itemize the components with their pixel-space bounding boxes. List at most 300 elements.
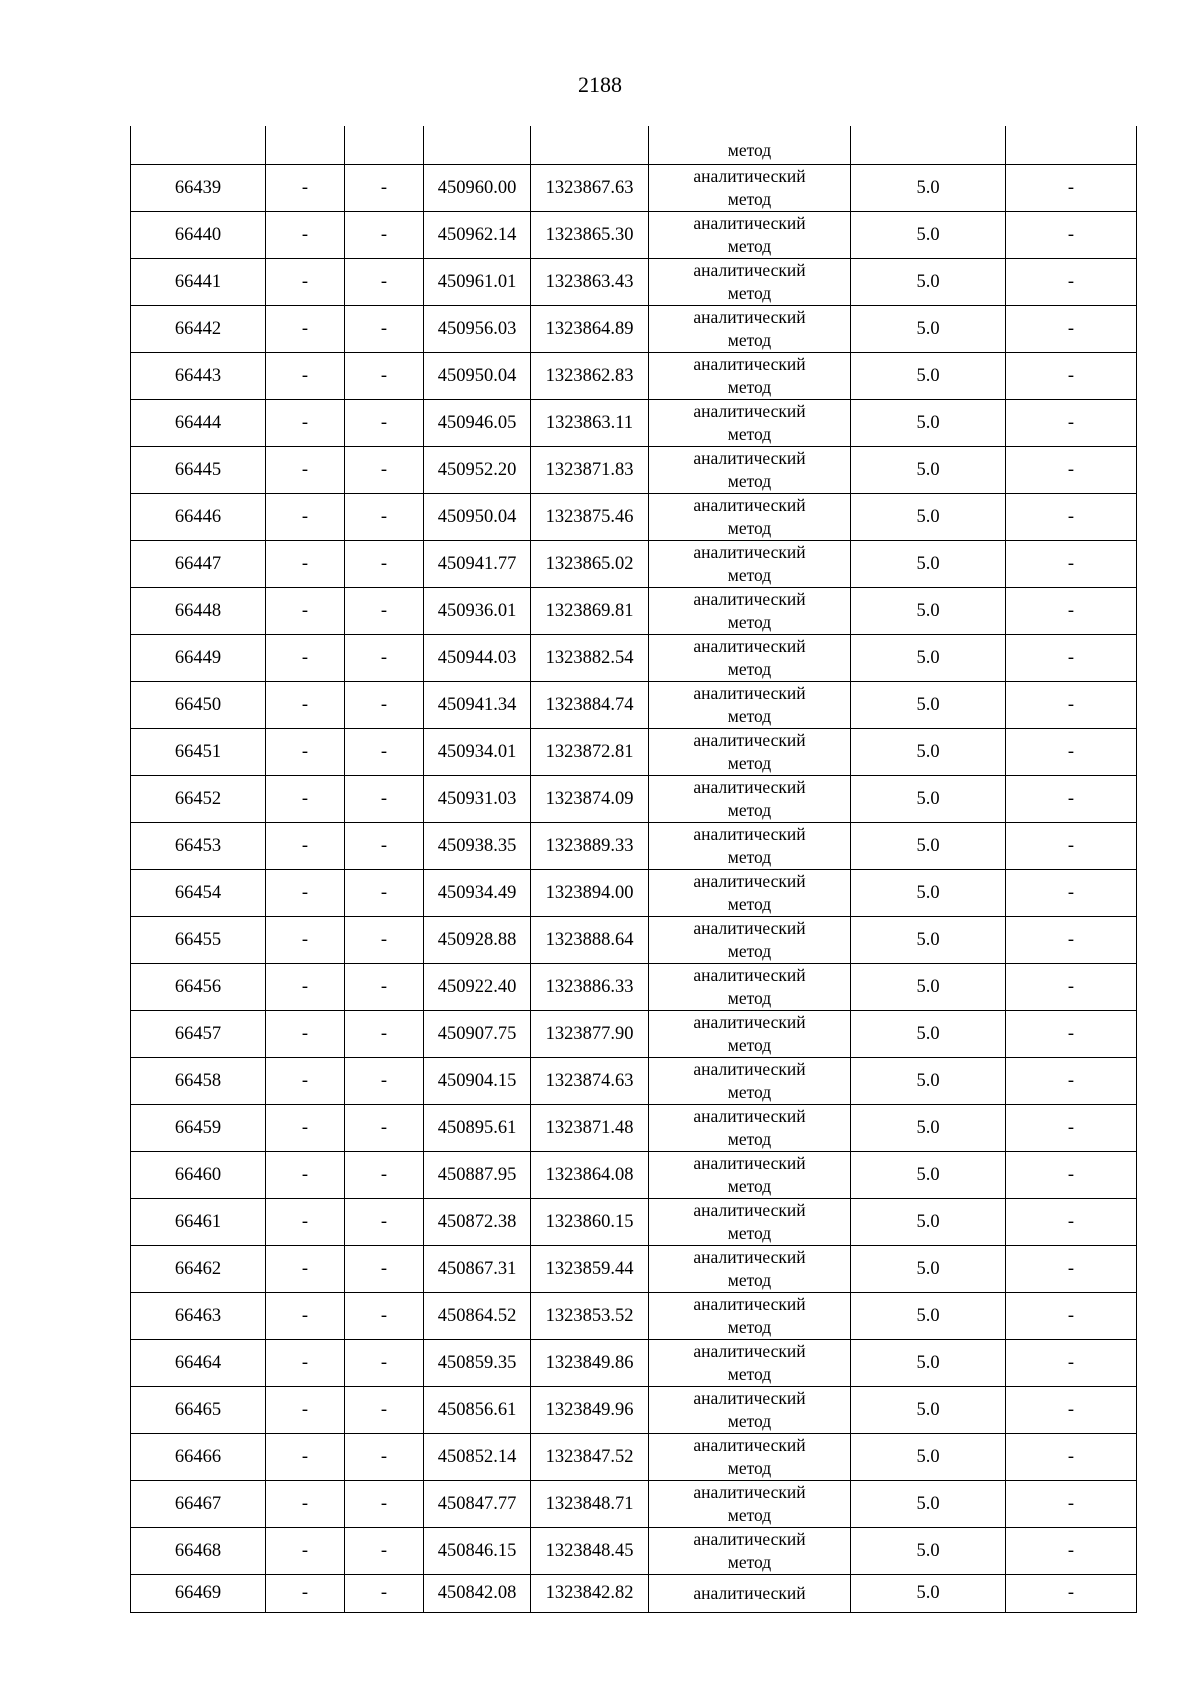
cell-last: - (1006, 1152, 1137, 1199)
cell-accuracy: 5.0 (851, 1528, 1006, 1575)
cell-y: 1323884.74 (531, 682, 649, 729)
method-line2: метод (727, 236, 772, 256)
cell-x: 450938.35 (424, 823, 531, 870)
method-line2: метод (727, 189, 772, 209)
method-line1: аналитический (693, 307, 806, 327)
cell-c2: - (266, 1481, 345, 1528)
cell-last (1006, 126, 1137, 165)
cell-method (649, 1528, 851, 1575)
cell-id: 66445 (131, 447, 266, 494)
table-row (131, 682, 1137, 729)
cell-y: 1323863.43 (531, 259, 649, 306)
table-row (131, 259, 1137, 306)
cell-last: - (1006, 776, 1137, 823)
method-line2: метод (727, 283, 772, 303)
method-line1: аналитический (693, 1529, 806, 1549)
table-row (131, 1293, 1137, 1340)
cell-y: 1323875.46 (531, 494, 649, 541)
cell-c3: - (345, 400, 424, 447)
cell-x (424, 126, 531, 165)
cell-id: 66458 (131, 1058, 266, 1105)
method-line2: метод (727, 424, 772, 444)
table-row (131, 306, 1137, 353)
method-line2: метод (727, 1552, 772, 1572)
method-line1: аналитический (693, 1059, 806, 1079)
method-line1: аналитический (693, 636, 806, 656)
cell-last: - (1006, 870, 1137, 917)
table-row (131, 541, 1137, 588)
cell-c2: - (266, 1011, 345, 1058)
method-line2: метод (727, 1505, 772, 1525)
cell-accuracy: 5.0 (851, 1105, 1006, 1152)
cell-accuracy: 5.0 (851, 1152, 1006, 1199)
cell-y: 1323888.64 (531, 917, 649, 964)
cell-c3: - (345, 165, 424, 212)
cell-c3: - (345, 635, 424, 682)
table-row (131, 1528, 1137, 1575)
cell-id: 66441 (131, 259, 266, 306)
cell-c3: - (345, 1481, 424, 1528)
coordinates-table (130, 126, 1137, 1613)
cell-c3: - (345, 964, 424, 1011)
method-line1: аналитический (693, 1106, 806, 1126)
cell-method (649, 353, 851, 400)
cell-method (649, 1058, 851, 1105)
cell-accuracy: 5.0 (851, 1293, 1006, 1340)
method-line1: аналитический (693, 1583, 806, 1603)
cell-last: - (1006, 1340, 1137, 1387)
cell-x: 450931.03 (424, 776, 531, 823)
cell-x: 450950.04 (424, 353, 531, 400)
cell-c3: - (345, 776, 424, 823)
cell-id: 66443 (131, 353, 266, 400)
method-line1: аналитический (693, 589, 806, 609)
table-row (131, 635, 1137, 682)
method-line2: метод (727, 1317, 772, 1337)
method-line1: аналитический (693, 448, 806, 468)
cell-c3 (345, 126, 424, 165)
cell-method (649, 1246, 851, 1293)
cell-method (649, 1011, 851, 1058)
cell-c3: - (345, 1575, 424, 1613)
cell-id: 66444 (131, 400, 266, 447)
cell-last: - (1006, 494, 1137, 541)
cell-c2: - (266, 823, 345, 870)
cell-accuracy: 5.0 (851, 400, 1006, 447)
cell-c3: - (345, 1058, 424, 1105)
cell-c3: - (345, 447, 424, 494)
cell-x: 450864.52 (424, 1293, 531, 1340)
cell-x: 450950.04 (424, 494, 531, 541)
cell-id: 66459 (131, 1105, 266, 1152)
cell-method (649, 1340, 851, 1387)
cell-c3: - (345, 588, 424, 635)
cell-accuracy: 5.0 (851, 1011, 1006, 1058)
method-line1: аналитический (693, 542, 806, 562)
cell-c3: - (345, 917, 424, 964)
cell-y: 1323864.08 (531, 1152, 649, 1199)
cell-y: 1323863.11 (531, 400, 649, 447)
cell-id: 66469 (131, 1575, 266, 1613)
cell-last: - (1006, 588, 1137, 635)
method-line2: метод (727, 1411, 772, 1431)
method-line1: аналитический (693, 1012, 806, 1032)
cell-x: 450946.05 (424, 400, 531, 447)
method-line2: метод (727, 330, 772, 350)
cell-c2: - (266, 1058, 345, 1105)
method-line1: аналитический (693, 730, 806, 750)
cell-id: 66448 (131, 588, 266, 635)
cell-y: 1323849.96 (531, 1387, 649, 1434)
cell-last: - (1006, 353, 1137, 400)
cell-accuracy: 5.0 (851, 1058, 1006, 1105)
cell-c2: - (266, 353, 345, 400)
cell-x: 450895.61 (424, 1105, 531, 1152)
cell-c3: - (345, 823, 424, 870)
cell-x: 450922.40 (424, 964, 531, 1011)
table-row (131, 823, 1137, 870)
cell-x: 450928.88 (424, 917, 531, 964)
cell-x: 450934.01 (424, 729, 531, 776)
cell-id: 66456 (131, 964, 266, 1011)
cell-id: 66466 (131, 1434, 266, 1481)
cell-last: - (1006, 1293, 1137, 1340)
cell-y: 1323889.33 (531, 823, 649, 870)
table-row (131, 588, 1137, 635)
cell-c3: - (345, 1105, 424, 1152)
cell-c2: - (266, 306, 345, 353)
cell-method (649, 1481, 851, 1528)
method-line1: аналитический (693, 918, 806, 938)
cell-id: 66467 (131, 1481, 266, 1528)
cell-y: 1323865.30 (531, 212, 649, 259)
cell-c2: - (266, 870, 345, 917)
cell-c2: - (266, 165, 345, 212)
method-line2: метод (727, 706, 772, 726)
cell-x: 450952.20 (424, 447, 531, 494)
cell-y: 1323847.52 (531, 1434, 649, 1481)
cell-c3: - (345, 494, 424, 541)
cell-c3: - (345, 212, 424, 259)
cell-c2: - (266, 212, 345, 259)
cell-c2 (266, 126, 345, 165)
cell-y (531, 126, 649, 165)
table-row (131, 776, 1137, 823)
method-line1: аналитический (693, 965, 806, 985)
cell-id: 66447 (131, 541, 266, 588)
table-row (131, 1575, 1137, 1613)
table-row (131, 494, 1137, 541)
cell-c2: - (266, 1387, 345, 1434)
cell-c2: - (266, 729, 345, 776)
cell-c2: - (266, 964, 345, 1011)
cell-last: - (1006, 165, 1137, 212)
cell-last: - (1006, 1246, 1137, 1293)
cell-method (649, 400, 851, 447)
cell-method (649, 823, 851, 870)
method-line2: метод (727, 988, 772, 1008)
cell-id: 66468 (131, 1528, 266, 1575)
cell-accuracy: 5.0 (851, 917, 1006, 964)
cell-method (649, 165, 851, 212)
cell-method (649, 126, 851, 165)
cell-last: - (1006, 1575, 1137, 1613)
method-line2: метод (727, 1458, 772, 1478)
method-line1: аналитический (693, 871, 806, 891)
method-line1: аналитический (693, 1247, 806, 1267)
cell-last: - (1006, 1011, 1137, 1058)
cell-accuracy: 5.0 (851, 870, 1006, 917)
cell-id: 66454 (131, 870, 266, 917)
cell-id: 66453 (131, 823, 266, 870)
cell-accuracy: 5.0 (851, 1434, 1006, 1481)
cell-y: 1323842.82 (531, 1575, 649, 1613)
cell-y: 1323865.02 (531, 541, 649, 588)
method-line2: метод (727, 1035, 772, 1055)
method-line2: метод (727, 1364, 772, 1384)
cell-x: 450887.95 (424, 1152, 531, 1199)
cell-c3: - (345, 306, 424, 353)
cell-id: 66446 (131, 494, 266, 541)
cell-c2: - (266, 1340, 345, 1387)
method-line1: аналитический (693, 777, 806, 797)
table-row (131, 1199, 1137, 1246)
cell-y: 1323874.63 (531, 1058, 649, 1105)
cell-last: - (1006, 1434, 1137, 1481)
cell-id: 66455 (131, 917, 266, 964)
cell-method (649, 259, 851, 306)
cell-c3: - (345, 1528, 424, 1575)
cell-last: - (1006, 917, 1137, 964)
cell-c3: - (345, 1434, 424, 1481)
cell-method (649, 541, 851, 588)
cell-x: 450846.15 (424, 1528, 531, 1575)
cell-y: 1323848.71 (531, 1481, 649, 1528)
cell-c2: - (266, 776, 345, 823)
cell-last: - (1006, 729, 1137, 776)
cell-c2: - (266, 1293, 345, 1340)
cell-method (649, 1293, 851, 1340)
cell-x: 450934.49 (424, 870, 531, 917)
table-row (131, 964, 1137, 1011)
cell-c2: - (266, 259, 345, 306)
page-number: 2188 (578, 72, 622, 97)
cell-x: 450842.08 (424, 1575, 531, 1613)
method-line1: аналитический (693, 213, 806, 233)
cell-id: 66461 (131, 1199, 266, 1246)
method-line2: метод (727, 518, 772, 538)
cell-c2: - (266, 400, 345, 447)
cell-c2: - (266, 1528, 345, 1575)
method-line1: аналитический (693, 1153, 806, 1173)
cell-method (649, 635, 851, 682)
cell-id: 66449 (131, 635, 266, 682)
cell-method (649, 776, 851, 823)
cell-method (649, 1152, 851, 1199)
table-row (131, 1152, 1137, 1199)
cell-method (649, 1387, 851, 1434)
method-line2: метод (727, 140, 772, 160)
cell-c2: - (266, 1246, 345, 1293)
cell-y: 1323882.54 (531, 635, 649, 682)
cell-y: 1323862.83 (531, 353, 649, 400)
cell-x: 450944.03 (424, 635, 531, 682)
cell-method (649, 494, 851, 541)
cell-last: - (1006, 823, 1137, 870)
method-line2: метод (727, 753, 772, 773)
table-row (131, 400, 1137, 447)
cell-last: - (1006, 1481, 1137, 1528)
method-line1: аналитический (693, 1388, 806, 1408)
method-line2: метод (727, 1082, 772, 1102)
cell-last: - (1006, 964, 1137, 1011)
table-row (131, 1340, 1137, 1387)
method-line2: метод (727, 847, 772, 867)
cell-c2: - (266, 447, 345, 494)
cell-accuracy: 5.0 (851, 682, 1006, 729)
cell-accuracy: 5.0 (851, 353, 1006, 400)
cell-method (649, 212, 851, 259)
cell-x: 450907.75 (424, 1011, 531, 1058)
continuation-row (131, 126, 1137, 165)
cell-id: 66451 (131, 729, 266, 776)
cell-c2: - (266, 1152, 345, 1199)
table-row (131, 1011, 1137, 1058)
cell-c2: - (266, 588, 345, 635)
table-row (131, 165, 1137, 212)
cell-x: 450941.34 (424, 682, 531, 729)
method-line2: метод (727, 659, 772, 679)
method-line2: метод (727, 377, 772, 397)
cell-last: - (1006, 1528, 1137, 1575)
cell-c3: - (345, 1293, 424, 1340)
cell-id (131, 126, 266, 165)
table-row (131, 353, 1137, 400)
cell-c2: - (266, 682, 345, 729)
method-line1: аналитический (693, 401, 806, 421)
cell-accuracy: 5.0 (851, 212, 1006, 259)
cell-method (649, 682, 851, 729)
table-row (131, 1434, 1137, 1481)
cell-c2: - (266, 635, 345, 682)
method-line1: аналитический (693, 824, 806, 844)
cell-id: 66450 (131, 682, 266, 729)
cell-c2: - (266, 1434, 345, 1481)
cell-last: - (1006, 1199, 1137, 1246)
cell-id: 66452 (131, 776, 266, 823)
cell-y: 1323853.52 (531, 1293, 649, 1340)
cell-y: 1323871.83 (531, 447, 649, 494)
cell-accuracy: 5.0 (851, 447, 1006, 494)
cell-x: 450956.03 (424, 306, 531, 353)
cell-accuracy: 5.0 (851, 823, 1006, 870)
cell-c3: - (345, 1387, 424, 1434)
cell-y: 1323886.33 (531, 964, 649, 1011)
cell-accuracy: 5.0 (851, 165, 1006, 212)
cell-c3: - (345, 1246, 424, 1293)
cell-last: - (1006, 1387, 1137, 1434)
cell-c2: - (266, 494, 345, 541)
cell-y: 1323848.45 (531, 1528, 649, 1575)
table-row (131, 1387, 1137, 1434)
cell-y: 1323864.89 (531, 306, 649, 353)
method-line2: метод (727, 800, 772, 820)
cell-c2: - (266, 1575, 345, 1613)
cell-c3: - (345, 1011, 424, 1058)
cell-accuracy: 5.0 (851, 729, 1006, 776)
method-line2: метод (727, 1223, 772, 1243)
cell-id: 66442 (131, 306, 266, 353)
table-row (131, 447, 1137, 494)
cell-x: 450847.77 (424, 1481, 531, 1528)
cell-accuracy: 5.0 (851, 635, 1006, 682)
cell-last: - (1006, 306, 1137, 353)
cell-id: 66465 (131, 1387, 266, 1434)
cell-c3: - (345, 729, 424, 776)
cell-method (649, 1199, 851, 1246)
cell-method (649, 306, 851, 353)
method-line1: аналитический (693, 1435, 806, 1455)
cell-accuracy (851, 126, 1006, 165)
cell-accuracy: 5.0 (851, 1246, 1006, 1293)
cell-c3: - (345, 1152, 424, 1199)
cell-id: 66464 (131, 1340, 266, 1387)
cell-accuracy: 5.0 (851, 1387, 1006, 1434)
cell-c3: - (345, 353, 424, 400)
cell-last: - (1006, 447, 1137, 494)
cell-method (649, 447, 851, 494)
table-row (131, 1481, 1137, 1528)
cell-y: 1323849.86 (531, 1340, 649, 1387)
cell-c3: - (345, 1340, 424, 1387)
cell-c3: - (345, 682, 424, 729)
cell-x: 450852.14 (424, 1434, 531, 1481)
cell-y: 1323869.81 (531, 588, 649, 635)
method-line2: метод (727, 565, 772, 585)
cell-x: 450962.14 (424, 212, 531, 259)
method-line2: метод (727, 894, 772, 914)
cell-id: 66463 (131, 1293, 266, 1340)
cell-x: 450936.01 (424, 588, 531, 635)
cell-c2: - (266, 917, 345, 964)
method-line2: метод (727, 941, 772, 961)
method-line1: аналитический (693, 1341, 806, 1361)
cell-method (649, 1434, 851, 1481)
table-row (131, 870, 1137, 917)
method-line2: метод (727, 1270, 772, 1290)
cell-id: 66439 (131, 165, 266, 212)
cell-method (649, 1575, 851, 1613)
cell-id: 66457 (131, 1011, 266, 1058)
cell-x: 450961.01 (424, 259, 531, 306)
cell-x: 450960.00 (424, 165, 531, 212)
table-row (131, 1105, 1137, 1152)
cell-method (649, 588, 851, 635)
cell-x: 450867.31 (424, 1246, 531, 1293)
method-line2: метод (727, 612, 772, 632)
cell-c3: - (345, 1199, 424, 1246)
cell-accuracy: 5.0 (851, 1340, 1006, 1387)
cell-c2: - (266, 1199, 345, 1246)
cell-accuracy: 5.0 (851, 306, 1006, 353)
cell-method (649, 729, 851, 776)
cell-accuracy: 5.0 (851, 494, 1006, 541)
cell-accuracy: 5.0 (851, 1199, 1006, 1246)
cell-method (649, 1105, 851, 1152)
cell-x: 450904.15 (424, 1058, 531, 1105)
cell-method (649, 964, 851, 1011)
cell-y: 1323872.81 (531, 729, 649, 776)
